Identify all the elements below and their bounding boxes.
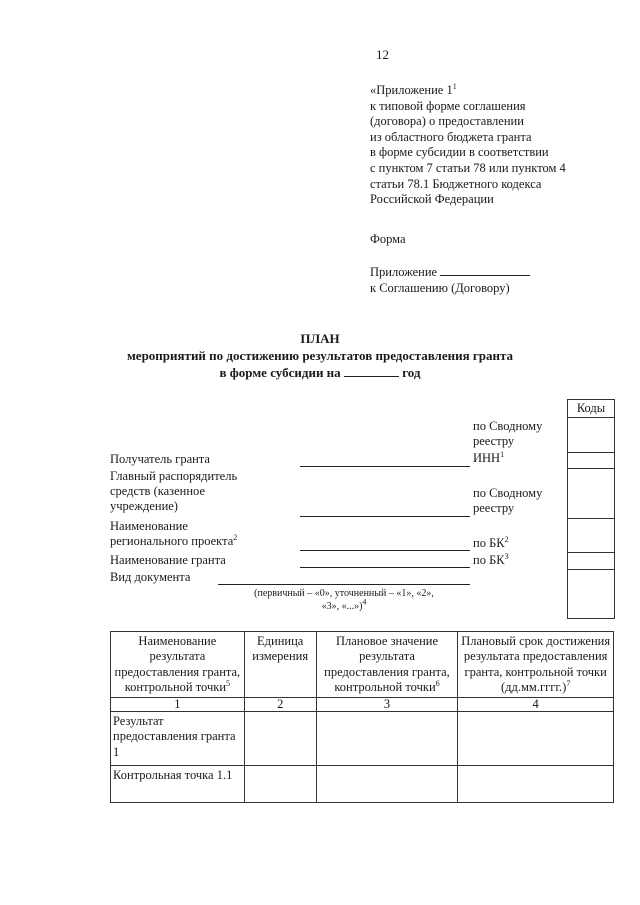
code-cell bbox=[568, 452, 614, 453]
planned-value-cell bbox=[316, 712, 458, 766]
plan-subtitle: мероприятий по достижению результатов предоставления гранта bbox=[126, 348, 514, 363]
bk-label-2: по $БК^3$ bbox=[473, 551, 509, 567]
plan-year-line: в форме субсидии на год bbox=[219, 365, 421, 380]
year-blank bbox=[344, 366, 399, 377]
recipient-label: Получатель гранта bbox=[110, 452, 210, 466]
unit-cell bbox=[244, 712, 316, 766]
table-number-row bbox=[111, 698, 614, 712]
codes-header: Коды bbox=[576, 401, 606, 415]
codes-box bbox=[567, 399, 615, 619]
table-row bbox=[111, 766, 614, 803]
manager-blank bbox=[300, 516, 470, 517]
column-number: 3 bbox=[316, 698, 458, 712]
unit-cell bbox=[244, 766, 316, 803]
bk-label-1: по $БК^2$ bbox=[473, 534, 509, 550]
page-number: 12 bbox=[376, 47, 389, 62]
planned-date-cell bbox=[458, 712, 614, 766]
appendix-line: из областного бюджета гранта bbox=[370, 129, 532, 144]
column-number: 1 bbox=[111, 698, 245, 712]
appendix-line: к типовой форме соглашения bbox=[370, 98, 526, 113]
table-row bbox=[111, 712, 614, 766]
attachment-number-blank bbox=[440, 265, 530, 276]
doc-type-label: Вид документа bbox=[110, 570, 191, 584]
recipient-blank bbox=[300, 466, 470, 467]
inn-label: ИНН$^1$ bbox=[473, 449, 505, 465]
planned-date-cell bbox=[458, 766, 614, 803]
appendix-line: «Приложение $1^1$ bbox=[370, 81, 457, 97]
checkpoint-name-cell: Контрольная точка 1.1 bbox=[111, 766, 245, 803]
appendix-line: с пунктом 7 статьи 78 или пунктом 4 bbox=[370, 160, 566, 175]
code-cell bbox=[568, 569, 614, 570]
header-unit: Единица измерения bbox=[244, 632, 316, 698]
planned-value-cell bbox=[316, 766, 458, 803]
footnote-ref: 1 bbox=[452, 81, 457, 91]
attachment-ref: к Соглашению (Договору) bbox=[370, 280, 510, 295]
form-label: Форма bbox=[370, 232, 406, 246]
appendix-line: Российской Федерации bbox=[370, 192, 494, 207]
column-number: 4 bbox=[458, 698, 614, 712]
doc-type-blank bbox=[218, 584, 470, 585]
grant-name-blank bbox=[300, 567, 470, 568]
plan-table bbox=[110, 631, 614, 803]
appendix-header bbox=[370, 83, 566, 208]
project-blank bbox=[300, 550, 470, 551]
grant-name-label: Наименование гранта bbox=[110, 553, 226, 567]
attachment-block bbox=[370, 265, 530, 296]
svod-reestr-label-2: по Сводному реестру bbox=[473, 486, 543, 515]
result-name-cell: Результат предоставления гранта 1 bbox=[111, 712, 245, 766]
table-header-row bbox=[111, 632, 614, 698]
code-cell bbox=[568, 518, 614, 519]
attachment-label: Приложение bbox=[370, 265, 438, 279]
code-cell bbox=[568, 468, 614, 469]
svod-reestr-label-1: по Сводному реестру bbox=[473, 419, 543, 448]
doc-type-note: (первичный – «0», уточненный – «1», «2», «3», «...»)$^4$ bbox=[254, 588, 434, 612]
appendix-line: (договора) о предоставлении bbox=[370, 114, 524, 129]
header-planned-date: Плановый срок достижения результата предоставления гранта, контрольной точки (дд.мм.гггг.)$^7$ bbox=[458, 632, 614, 698]
code-cell bbox=[568, 417, 614, 418]
appendix-line: в форме субсидии в соответствии bbox=[370, 145, 549, 160]
manager-label: Главный распорядитель средств (казенное учреждение) bbox=[110, 469, 238, 513]
header-result-name: Наименование результата предоставления гранта, контрольной точки$^5$ bbox=[111, 632, 245, 698]
project-label: Наименование регионального проекта$^2$ bbox=[110, 519, 238, 548]
appendix-line: статьи 78.1 Бюджетного кодекса bbox=[370, 176, 542, 191]
column-number: 2 bbox=[244, 698, 316, 712]
code-cell bbox=[568, 552, 614, 553]
header-planned-value: Плановое значение результата предоставления гранта, контрольной точки$^6$ bbox=[316, 632, 458, 698]
plan-title: ПЛАН bbox=[300, 331, 340, 346]
